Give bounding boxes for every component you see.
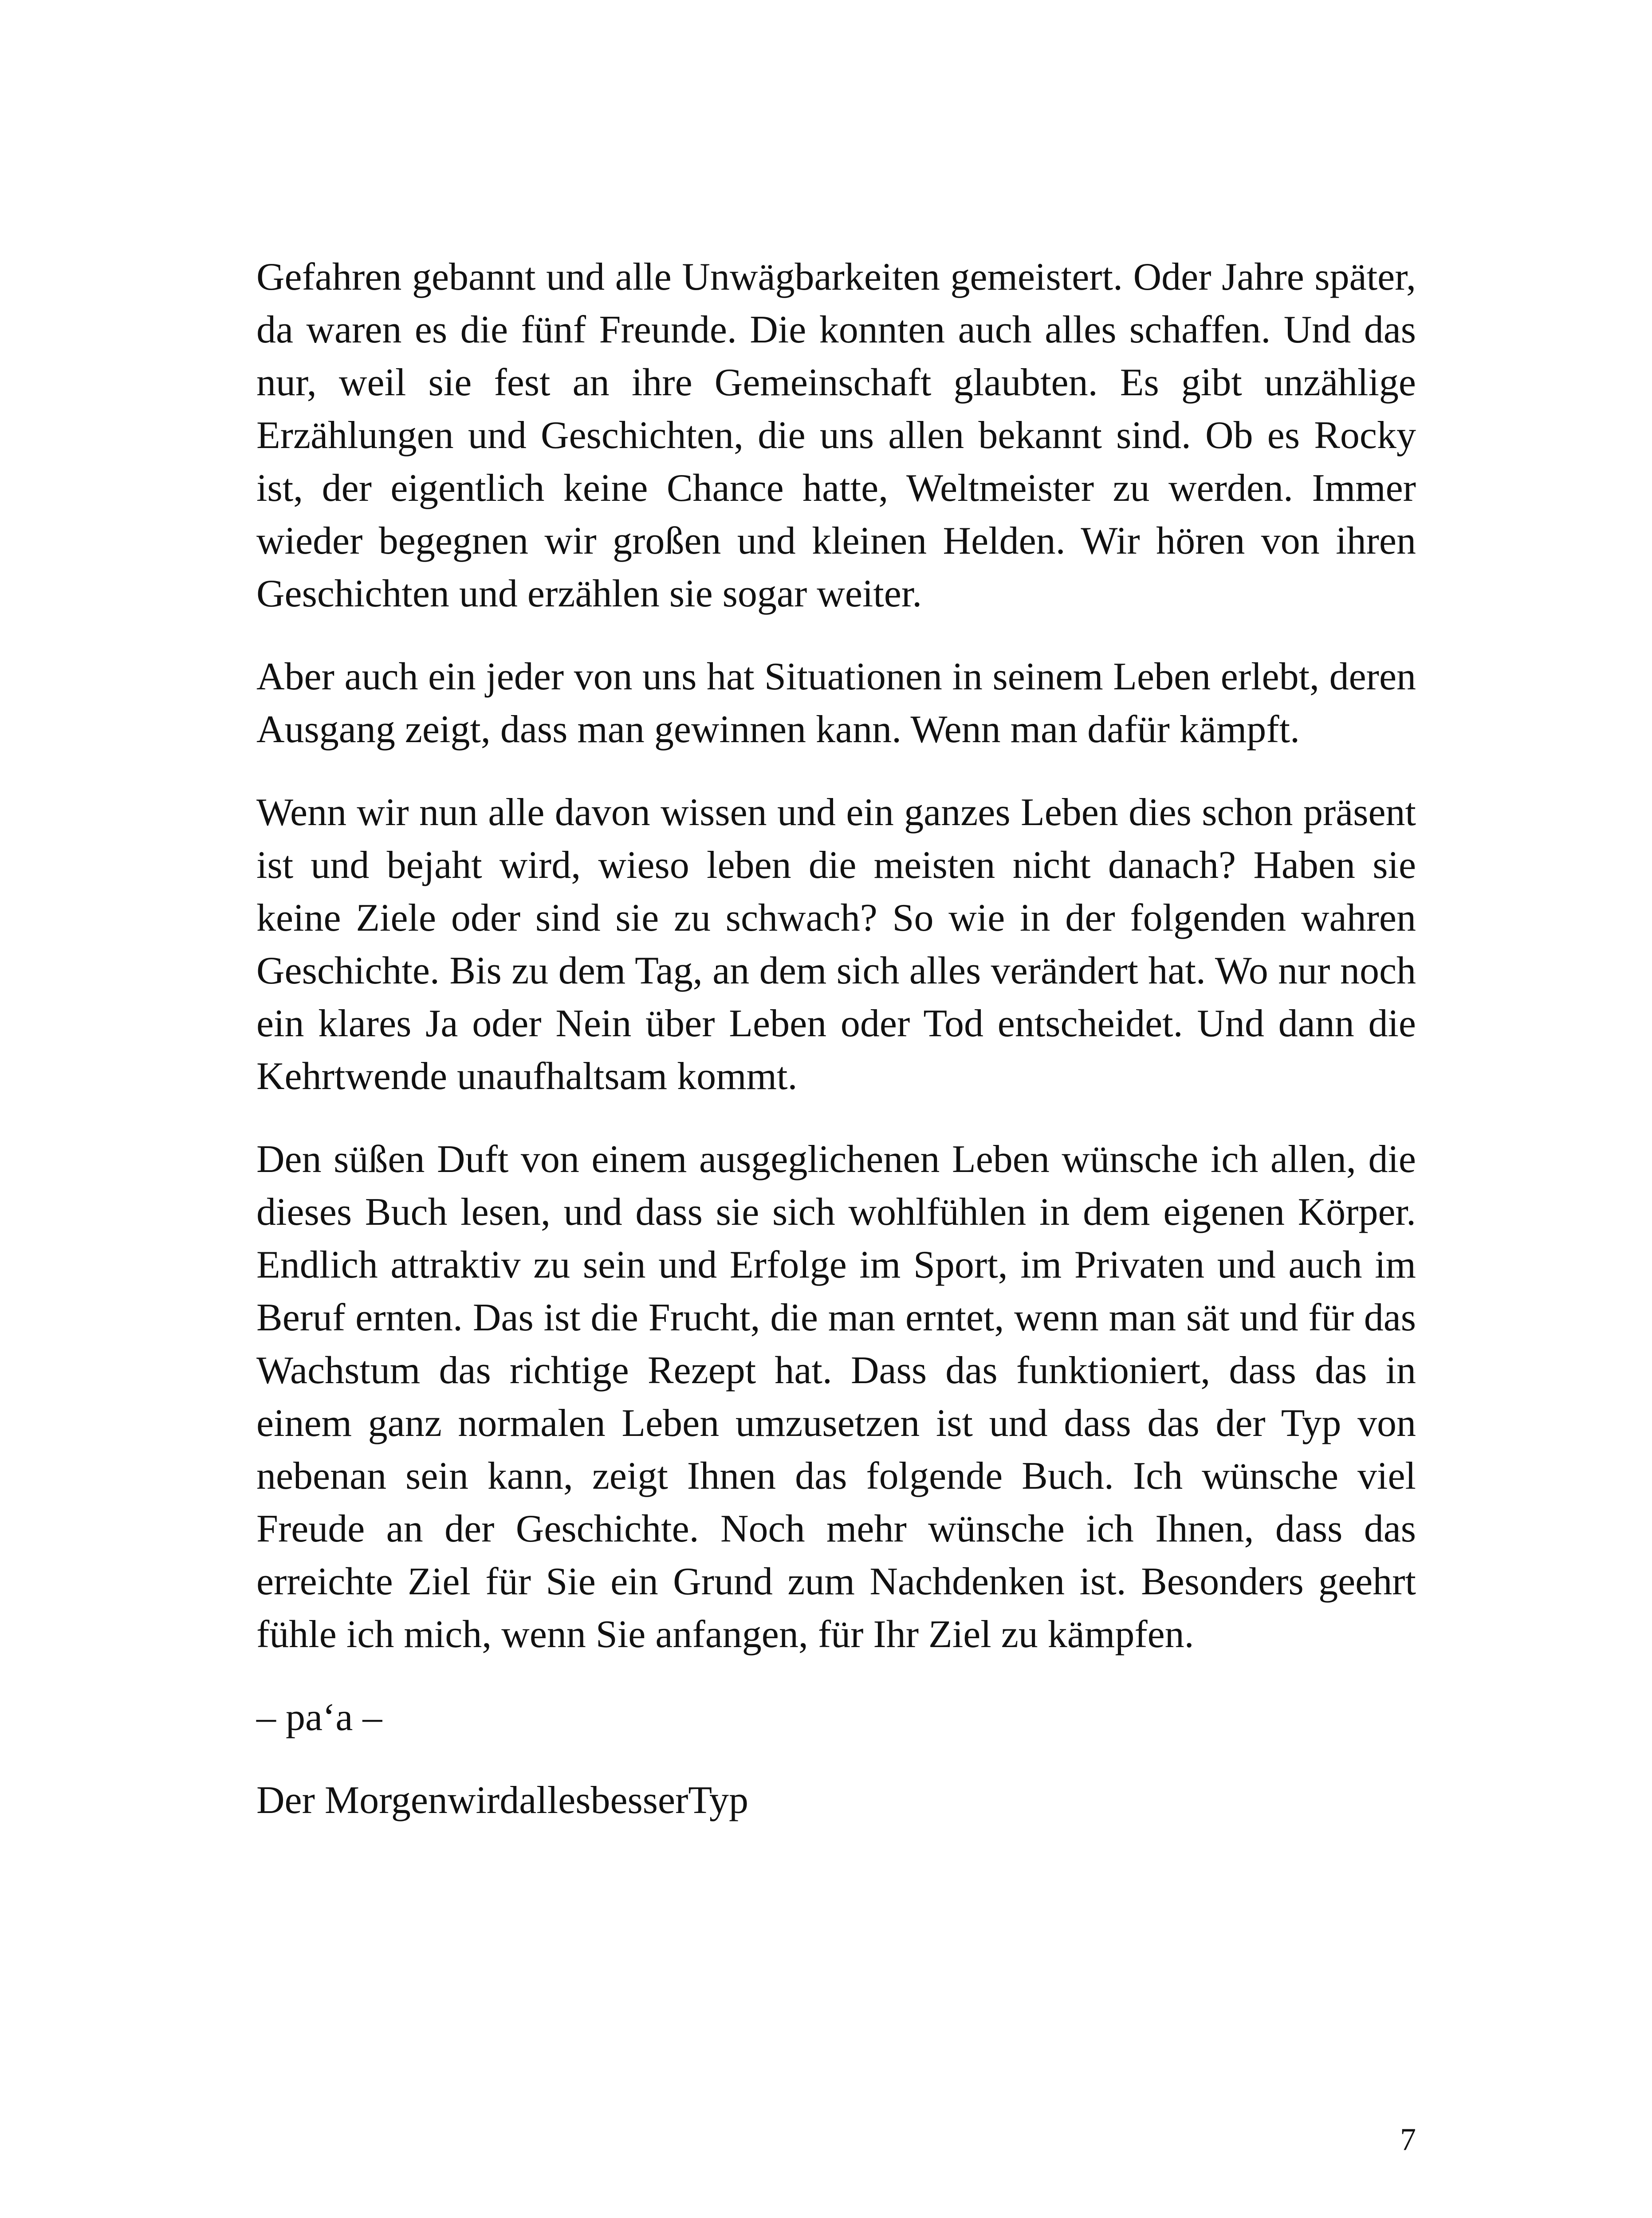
paragraph-1: Gefahren gebannt und alle Unwägbarkeiten gemeistert. Oder Jahre später, da waren es die fünf Freunde. Die konnten auch alles schaffen. Und das nur, weil sie fest an ihre Gemeinschaft glaubten. Es gibt unzählige Erzählungen und Geschichten, die uns allen bekannt sind. Ob es Rocky ist, der eigentlich keine Chance hatte, Weltmeister zu werden. Immer wieder begegnen wir großen und kleinen Helden. Wir hören von ihren Geschichten und erzählen sie sogar weiter. [256, 256, 1416, 615]
body-text [256, 251, 1416, 1857]
paragraph-2: Aber auch ein jeder von uns hat Situationen in seinem Leben erlebt, deren Ausgang zeigt, dass man gewinnen kann. Wenn man dafür kämpft. [256, 655, 1416, 751]
author-line: Der MorgenwirdallesbesserTyp [256, 1779, 749, 1822]
page-number: 7 [1400, 2122, 1416, 2157]
paragraph-4: Den süßen Duft von einem ausgeglichenen Leben wünsche ich allen, die dieses Buch lesen, und dass sie sich wohlfühlen in dem eigenen Körper. Endlich attraktiv zu sein und Erfolge im Sport, im Privaten und auch im Beruf ernten. Das ist die Frucht, die man erntet, wenn man sät und für das Wachstum das richtige Rezept hat. Dass das funktioniert, dass das in einem ganz normalen Leben umzusetzen ist und dass das der Typ von nebenan sein kann, zeigt Ihnen das folgende Buch. Ich wünsche viel Freude an der Geschichte. Noch mehr wünsche ich Ihnen, dass das erreichte Ziel für Sie ein Grund zum Nachdenken ist. Besonders geehrt fühle ich mich, wenn Sie anfangen, für Ihr Ziel zu kämpfen. [256, 1138, 1416, 1656]
paragraph-3: Wenn wir nun alle davon wissen und ein ganzes Leben dies schon präsent ist und bejaht wird, wieso leben die meisten nicht danach? Haben sie keine Ziele oder sind sie zu schwach? So wie in der folgenden wahren Geschichte. Bis zu dem Tag, an dem sich alles verändert hat. Wo nur noch ein klares Ja oder Nein über Leben oder Tod entscheidet. Und dann die Kehrtwende unaufhaltsam kommt. [256, 791, 1416, 1098]
signature: – pa‘a – [256, 1696, 382, 1739]
